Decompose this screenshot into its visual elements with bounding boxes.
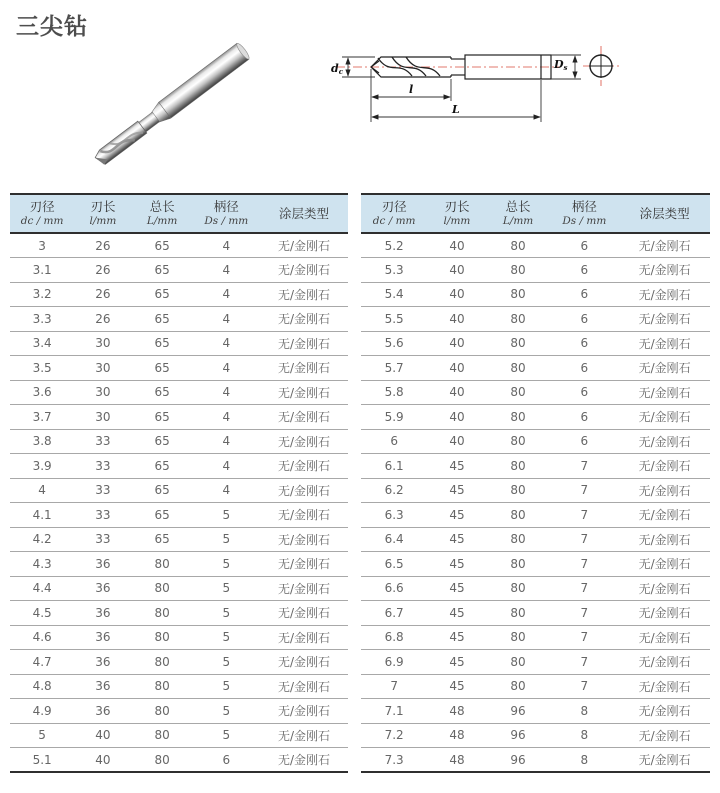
cell: 96 xyxy=(487,748,550,773)
table-row xyxy=(361,650,710,675)
cell: 65 xyxy=(132,429,193,454)
cell: 80 xyxy=(132,552,193,577)
cell: 40 xyxy=(74,723,131,748)
cell: 7 xyxy=(549,478,619,503)
cell: 33 xyxy=(74,429,131,454)
cell: 无/金刚石 xyxy=(619,380,710,405)
cell: 7 xyxy=(549,576,619,601)
table-row xyxy=(361,723,710,748)
table-row xyxy=(10,527,348,552)
cell: 65 xyxy=(132,233,193,258)
cell: 6.8 xyxy=(361,625,427,650)
cell: 80 xyxy=(487,454,550,479)
cell: 45 xyxy=(427,650,486,675)
cell: 45 xyxy=(427,625,486,650)
cell: 5.4 xyxy=(361,282,427,307)
cell: 36 xyxy=(74,674,131,699)
cell: 36 xyxy=(74,601,131,626)
cell: 无/金刚石 xyxy=(260,258,348,283)
cell: 3.9 xyxy=(10,454,74,479)
cell: 80 xyxy=(487,674,550,699)
cell: 5 xyxy=(193,723,261,748)
cell: 7 xyxy=(549,527,619,552)
cell: 65 xyxy=(132,380,193,405)
table-row xyxy=(361,405,710,430)
cell: 80 xyxy=(132,723,193,748)
cell: 80 xyxy=(487,478,550,503)
cell: 6 xyxy=(549,405,619,430)
column-header: 涂层类型 xyxy=(260,194,348,233)
cell: 无/金刚石 xyxy=(619,650,710,675)
cell: 5 xyxy=(10,723,74,748)
cell: 45 xyxy=(427,454,486,479)
cell: 30 xyxy=(74,405,131,430)
cell: 4 xyxy=(193,356,261,381)
cell: 无/金刚石 xyxy=(619,723,710,748)
cell: 40 xyxy=(427,233,486,258)
table-row xyxy=(361,674,710,699)
cell: 4 xyxy=(193,282,261,307)
cell: 6.1 xyxy=(361,454,427,479)
cell: 无/金刚石 xyxy=(260,723,348,748)
table-row xyxy=(10,356,348,381)
cell: 33 xyxy=(74,478,131,503)
table-row xyxy=(10,380,348,405)
cell: 4.8 xyxy=(10,674,74,699)
cell: 无/金刚石 xyxy=(260,478,348,503)
cell: 无/金刚石 xyxy=(260,527,348,552)
cell: 33 xyxy=(74,527,131,552)
column-header: 涂层类型 xyxy=(619,194,710,233)
cell: 30 xyxy=(74,331,131,356)
cell: 80 xyxy=(487,356,550,381)
cell: 45 xyxy=(427,601,486,626)
table-row xyxy=(10,699,348,724)
cell: 6.5 xyxy=(361,552,427,577)
cell: 无/金刚石 xyxy=(260,748,348,773)
cell: 65 xyxy=(132,307,193,332)
table-row xyxy=(10,307,348,332)
cell: 无/金刚石 xyxy=(260,405,348,430)
cell: 7 xyxy=(549,552,619,577)
cell: 6.3 xyxy=(361,503,427,528)
cell: 80 xyxy=(487,552,550,577)
cell: 65 xyxy=(132,282,193,307)
cell: 6.6 xyxy=(361,576,427,601)
cell: 8 xyxy=(549,723,619,748)
cell: 无/金刚石 xyxy=(260,307,348,332)
cell: 6 xyxy=(361,429,427,454)
cell: 80 xyxy=(487,650,550,675)
cell: 65 xyxy=(132,478,193,503)
cell: 80 xyxy=(487,331,550,356)
cell: 无/金刚石 xyxy=(619,307,710,332)
cell: 6 xyxy=(549,380,619,405)
cell: 26 xyxy=(74,307,131,332)
cell: 5 xyxy=(193,552,261,577)
cell: 30 xyxy=(74,380,131,405)
cell: 无/金刚石 xyxy=(619,576,710,601)
table-row xyxy=(10,478,348,503)
cell: 无/金刚石 xyxy=(619,454,710,479)
cell: 30 xyxy=(74,356,131,381)
cell: 5.8 xyxy=(361,380,427,405)
cell: 65 xyxy=(132,356,193,381)
cell: 4.3 xyxy=(10,552,74,577)
cell: 40 xyxy=(427,307,486,332)
cell: 5.6 xyxy=(361,331,427,356)
cell: 4.2 xyxy=(10,527,74,552)
cell: 7 xyxy=(549,503,619,528)
cell: 3.4 xyxy=(10,331,74,356)
cell: 无/金刚石 xyxy=(260,454,348,479)
table-row xyxy=(10,625,348,650)
cell: 33 xyxy=(74,454,131,479)
cell: 45 xyxy=(427,503,486,528)
cell: 无/金刚石 xyxy=(260,625,348,650)
cell: 36 xyxy=(74,552,131,577)
table-row xyxy=(361,258,710,283)
cell: 7.3 xyxy=(361,748,427,773)
cell: 80 xyxy=(132,625,193,650)
cell: 无/金刚石 xyxy=(619,282,710,307)
table-row xyxy=(10,674,348,699)
table-row xyxy=(361,527,710,552)
cell: 5.3 xyxy=(361,258,427,283)
cell: 7 xyxy=(361,674,427,699)
spec-table-right xyxy=(361,193,710,773)
cell: 40 xyxy=(427,429,486,454)
cell: 无/金刚石 xyxy=(619,552,710,577)
cell: 无/金刚石 xyxy=(619,233,710,258)
cell: 无/金刚石 xyxy=(260,503,348,528)
column-header: 刃径 dc / mm xyxy=(10,194,74,233)
table-row xyxy=(361,307,710,332)
table-row xyxy=(361,601,710,626)
cell: 无/金刚石 xyxy=(260,380,348,405)
column-header: 总长 L/mm xyxy=(487,194,550,233)
cell: 3.6 xyxy=(10,380,74,405)
cell: 6 xyxy=(549,258,619,283)
cell: 6 xyxy=(549,331,619,356)
cell: 65 xyxy=(132,258,193,283)
cell: 40 xyxy=(427,356,486,381)
cell: 无/金刚石 xyxy=(260,356,348,381)
dimension-L xyxy=(371,80,541,122)
cell: 40 xyxy=(74,748,131,773)
cell: 无/金刚石 xyxy=(619,429,710,454)
cell: 40 xyxy=(427,331,486,356)
cell: 无/金刚石 xyxy=(619,699,710,724)
table-row xyxy=(361,478,710,503)
cell: 45 xyxy=(427,576,486,601)
L-label: L xyxy=(452,103,460,116)
cell: 4.4 xyxy=(10,576,74,601)
table-row xyxy=(361,699,710,724)
cell: 80 xyxy=(487,527,550,552)
cell: 3 xyxy=(10,233,74,258)
cell: 8 xyxy=(549,748,619,773)
cell: 65 xyxy=(132,331,193,356)
page-title: 三尖钻 xyxy=(16,14,88,40)
table-row xyxy=(361,576,710,601)
cell: 80 xyxy=(487,601,550,626)
cell: 45 xyxy=(427,527,486,552)
cell: 36 xyxy=(74,576,131,601)
cell: 80 xyxy=(487,503,550,528)
cell: 5.2 xyxy=(361,233,427,258)
cell: 4 xyxy=(193,429,261,454)
cell: 无/金刚石 xyxy=(260,576,348,601)
column-header: 柄径 Ds / mm xyxy=(193,194,261,233)
table-row xyxy=(10,576,348,601)
cell: 96 xyxy=(487,723,550,748)
cell: 6 xyxy=(549,282,619,307)
cell: 6.9 xyxy=(361,650,427,675)
cell: 45 xyxy=(427,478,486,503)
column-header: 刃长 l/mm xyxy=(74,194,131,233)
cell: 8 xyxy=(549,699,619,724)
dc-label: dc xyxy=(331,62,343,76)
cell: 7 xyxy=(549,650,619,675)
table-row xyxy=(10,503,348,528)
cell: 7.2 xyxy=(361,723,427,748)
cell: 80 xyxy=(487,233,550,258)
cell: 3.8 xyxy=(10,429,74,454)
cell: 80 xyxy=(132,601,193,626)
cell: 无/金刚石 xyxy=(619,674,710,699)
cell: 无/金刚石 xyxy=(260,331,348,356)
table-row xyxy=(10,454,348,479)
cell: 80 xyxy=(132,650,193,675)
table-row xyxy=(361,429,710,454)
cell: 4 xyxy=(193,331,261,356)
technical-drawing xyxy=(328,38,628,138)
cell: 5 xyxy=(193,576,261,601)
cell: 65 xyxy=(132,503,193,528)
cell: 4 xyxy=(193,233,261,258)
cell: 80 xyxy=(487,429,550,454)
table-row xyxy=(361,356,710,381)
table-row xyxy=(10,258,348,283)
cell: 4.7 xyxy=(10,650,74,675)
cell: 5 xyxy=(193,625,261,650)
cell: 无/金刚石 xyxy=(260,674,348,699)
table-row xyxy=(361,552,710,577)
cell: 80 xyxy=(132,576,193,601)
cell: 33 xyxy=(74,503,131,528)
column-header: 柄径 Ds / mm xyxy=(549,194,619,233)
cell: 5.5 xyxy=(361,307,427,332)
column-header: 刃径 dc / mm xyxy=(361,194,427,233)
table-row xyxy=(10,233,348,258)
cell: 5.1 xyxy=(10,748,74,773)
cell: 6 xyxy=(549,233,619,258)
cell: 无/金刚石 xyxy=(260,429,348,454)
cell: 36 xyxy=(74,625,131,650)
cell: 6.7 xyxy=(361,601,427,626)
cell: 45 xyxy=(427,552,486,577)
cell: 3.2 xyxy=(10,282,74,307)
cell: 无/金刚石 xyxy=(619,625,710,650)
cell: 40 xyxy=(427,405,486,430)
cell: 65 xyxy=(132,454,193,479)
table-row xyxy=(361,233,710,258)
cell: 7 xyxy=(549,601,619,626)
cell: 26 xyxy=(74,258,131,283)
cell: 45 xyxy=(427,674,486,699)
column-header: 刃长 l/mm xyxy=(427,194,486,233)
cell: 7 xyxy=(549,625,619,650)
dimension-ds xyxy=(551,55,581,79)
cell: 无/金刚石 xyxy=(619,356,710,381)
cell: 5 xyxy=(193,527,261,552)
cell: 无/金刚石 xyxy=(619,503,710,528)
cell: 80 xyxy=(487,576,550,601)
cell: 无/金刚石 xyxy=(260,699,348,724)
table-row xyxy=(361,503,710,528)
cell: 4 xyxy=(193,478,261,503)
cell: 65 xyxy=(132,405,193,430)
spec-table-left xyxy=(10,193,348,773)
cell: 80 xyxy=(487,625,550,650)
cell: 无/金刚石 xyxy=(260,282,348,307)
cell: 80 xyxy=(132,674,193,699)
cell: 26 xyxy=(74,282,131,307)
table-row xyxy=(361,748,710,773)
cell: 无/金刚石 xyxy=(619,405,710,430)
cell: 80 xyxy=(487,405,550,430)
cell: 5 xyxy=(193,650,261,675)
cell: 7 xyxy=(549,674,619,699)
cell: 4.1 xyxy=(10,503,74,528)
cell: 4 xyxy=(10,478,74,503)
product-photo xyxy=(86,26,264,184)
cell: 5 xyxy=(193,503,261,528)
cell: 80 xyxy=(487,307,550,332)
table-row xyxy=(361,625,710,650)
cell: 5 xyxy=(193,674,261,699)
cell: 6.4 xyxy=(361,527,427,552)
cell: 4 xyxy=(193,405,261,430)
cell: 4 xyxy=(193,307,261,332)
table-row xyxy=(10,723,348,748)
cell: 6 xyxy=(549,356,619,381)
end-view xyxy=(583,46,619,86)
cell: 无/金刚石 xyxy=(619,258,710,283)
ds-label: Ds xyxy=(554,58,568,72)
cell: 4 xyxy=(193,380,261,405)
cell: 96 xyxy=(487,699,550,724)
table-row xyxy=(10,331,348,356)
cell: 5 xyxy=(193,699,261,724)
cell: 80 xyxy=(487,258,550,283)
cell: 36 xyxy=(74,650,131,675)
cell: 7 xyxy=(549,454,619,479)
cell: 3.7 xyxy=(10,405,74,430)
header-row xyxy=(10,194,348,233)
cell: 5.7 xyxy=(361,356,427,381)
cell: 无/金刚石 xyxy=(260,601,348,626)
cell: 无/金刚石 xyxy=(619,527,710,552)
table-row xyxy=(10,282,348,307)
cell: 6 xyxy=(193,748,261,773)
cell: 4.6 xyxy=(10,625,74,650)
cell: 3.1 xyxy=(10,258,74,283)
cell: 6 xyxy=(549,429,619,454)
cell: 无/金刚石 xyxy=(619,478,710,503)
l-label: l xyxy=(409,83,414,96)
table-row xyxy=(361,454,710,479)
cell: 65 xyxy=(132,527,193,552)
cell: 40 xyxy=(427,380,486,405)
cell: 6 xyxy=(549,307,619,332)
cell: 80 xyxy=(132,699,193,724)
cell: 4 xyxy=(193,454,261,479)
table-row xyxy=(10,552,348,577)
table-row xyxy=(10,650,348,675)
cell: 3.3 xyxy=(10,307,74,332)
cell: 7.1 xyxy=(361,699,427,724)
cell: 4.9 xyxy=(10,699,74,724)
table-row xyxy=(10,601,348,626)
cell: 5.9 xyxy=(361,405,427,430)
cell: 4.5 xyxy=(10,601,74,626)
cell: 80 xyxy=(487,380,550,405)
cell: 4 xyxy=(193,258,261,283)
table-row xyxy=(361,331,710,356)
cell: 26 xyxy=(74,233,131,258)
cell: 48 xyxy=(427,699,486,724)
table-row xyxy=(10,405,348,430)
cell: 48 xyxy=(427,748,486,773)
column-header: 总长 L/mm xyxy=(132,194,193,233)
cell: 无/金刚石 xyxy=(260,552,348,577)
cell: 无/金刚石 xyxy=(619,748,710,773)
cell: 80 xyxy=(487,282,550,307)
cell: 6.2 xyxy=(361,478,427,503)
table-row xyxy=(361,282,710,307)
table-row xyxy=(361,380,710,405)
cell: 无/金刚石 xyxy=(619,331,710,356)
cell: 80 xyxy=(132,748,193,773)
table-row xyxy=(10,429,348,454)
header-row xyxy=(361,194,710,233)
table-row xyxy=(10,748,348,773)
cell: 无/金刚石 xyxy=(260,650,348,675)
drill-bit-photo xyxy=(92,42,251,169)
cell: 5 xyxy=(193,601,261,626)
cell: 无/金刚石 xyxy=(260,233,348,258)
cell: 3.5 xyxy=(10,356,74,381)
cell: 48 xyxy=(427,723,486,748)
cell: 40 xyxy=(427,258,486,283)
cell: 36 xyxy=(74,699,131,724)
cell: 40 xyxy=(427,282,486,307)
cell: 无/金刚石 xyxy=(619,601,710,626)
